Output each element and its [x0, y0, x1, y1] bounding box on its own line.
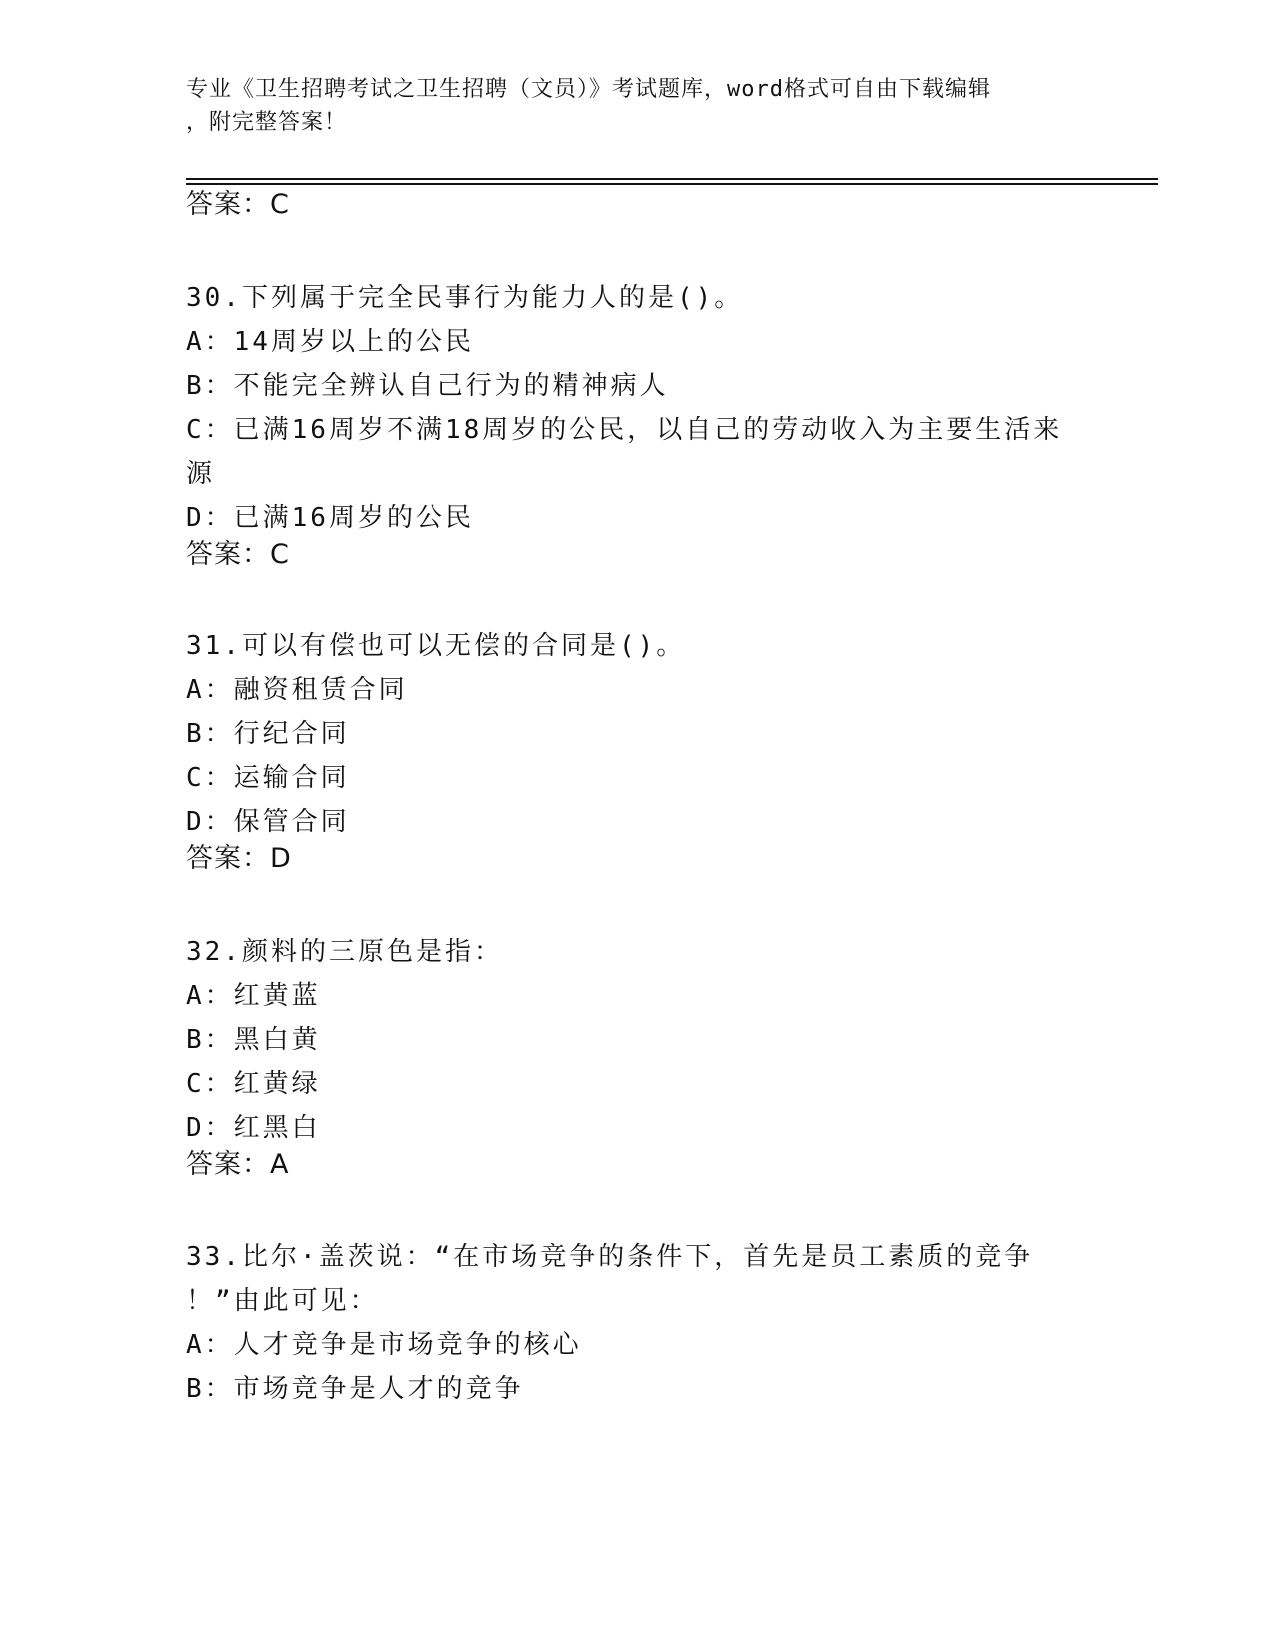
question-30-option-d: D：已满16周岁的公民	[186, 503, 474, 533]
question-30-stem: 30.下列属于完全民事行为能力人的是()。	[186, 283, 744, 313]
header-rule-bottom	[186, 183, 1158, 185]
document-header	[186, 73, 1086, 139]
question-32-option-a: A：红黄蓝	[186, 981, 321, 1011]
question-31-option-c: C：运输合同	[186, 763, 350, 793]
question-33-option-a: A：人才竞争是市场竞争的核心	[186, 1330, 582, 1360]
question-32-option-c: C：红黄绿	[186, 1069, 321, 1099]
question-33-stem: 33.比尔·盖茨说：“在市场竞争的条件下，首先是员工素质的竞争	[186, 1242, 1034, 1272]
header-line-2: ，附完整答案！	[186, 110, 348, 135]
question-33-stem-cont: ！”由此可见：	[186, 1286, 379, 1316]
answer-31: 答案：D	[186, 843, 292, 874]
answer-29: 答案：C	[186, 189, 290, 220]
question-31-option-b: B：行纪合同	[186, 719, 350, 749]
question-31-option-a: A：融资租赁合同	[186, 675, 408, 705]
answer-30: 答案：C	[186, 539, 290, 570]
header-line-1: 专业《卫生招聘考试之卫生招聘（文员）》考试题库，word格式可自由下载编辑	[186, 77, 991, 102]
question-31-stem: 31.可以有偿也可以无偿的合同是()。	[186, 631, 686, 661]
question-30-option-c-cont: 源	[186, 459, 216, 489]
answer-32: 答案：A	[186, 1149, 290, 1180]
question-32-option-b: B：黑白黄	[186, 1025, 321, 1055]
question-30-option-a: A：14周岁以上的公民	[186, 327, 474, 357]
question-30-option-b: B：不能完全辨认自己行为的精神病人	[186, 371, 669, 401]
question-32-option-d: D：红黑白	[186, 1113, 321, 1143]
question-31-option-d: D：保管合同	[186, 807, 350, 837]
question-33-option-b: B：市场竞争是人才的竞争	[186, 1374, 524, 1404]
header-rule-top	[186, 178, 1158, 180]
question-30-option-c: C：已满16周岁不满18周岁的公民，以自己的劳动收入为主要生活来	[186, 415, 1063, 445]
question-32-stem: 32.颜料的三原色是指：	[186, 937, 503, 967]
